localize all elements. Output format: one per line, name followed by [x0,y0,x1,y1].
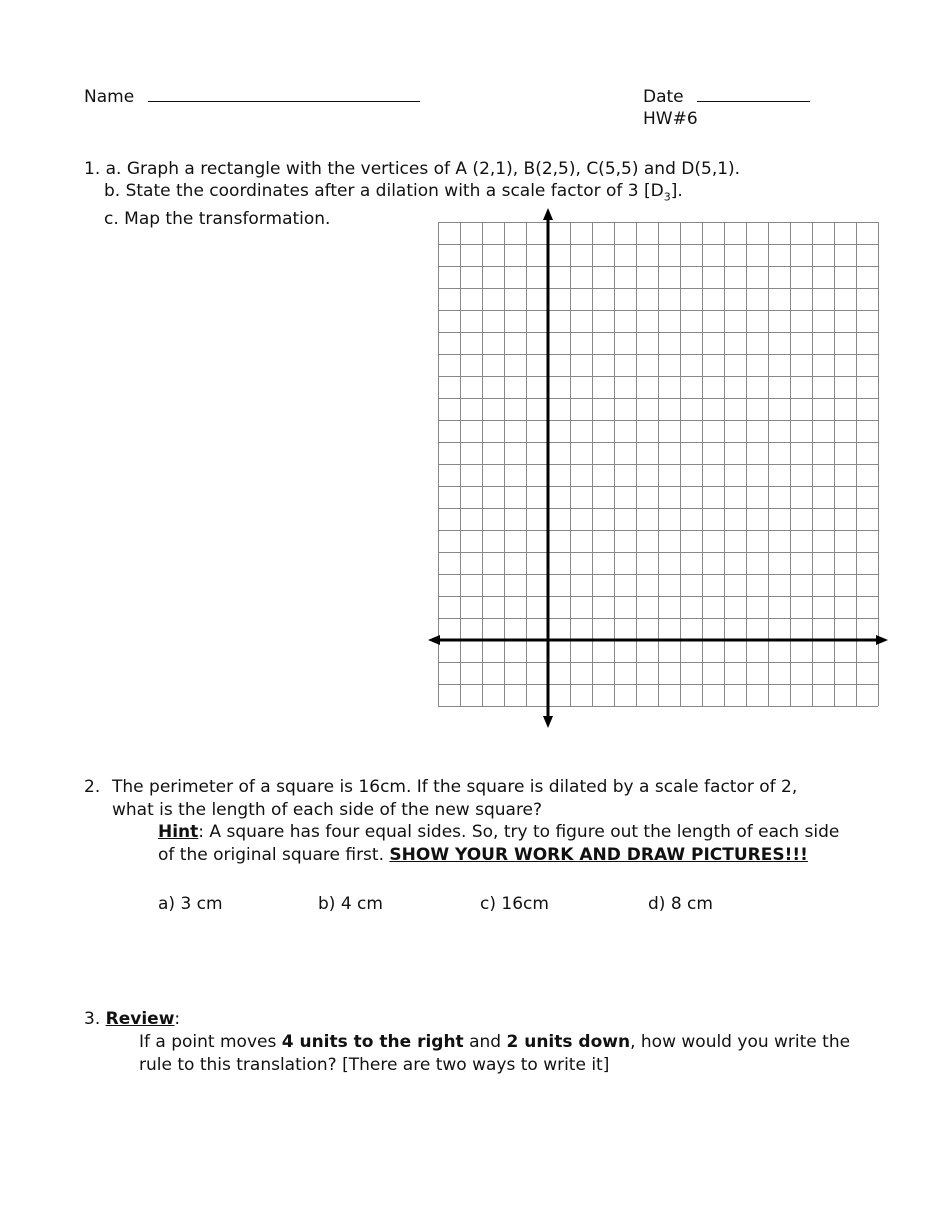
q2-number: 2. [84,777,101,797]
hint-label: Hint [158,822,199,842]
y-axis-arrow-down [543,716,553,728]
hint-emphasis: SHOW YOUR WORK AND DRAW PICTURES!!! [389,845,808,865]
grid-lines [438,222,879,707]
q2-line2: what is the length of each side of the new square? [112,800,543,820]
q1-part-b-text: b. State the coordinates after a dilation with a scale factor of 3 [D [104,181,664,201]
q3-bold-1: 4 units to the right [281,1032,464,1052]
choice-a[interactable]: a) 3 cm [158,894,223,914]
name-label: Name [84,87,135,107]
hw-label: HW#6 [643,109,698,129]
x-axis-arrow-left [428,635,440,645]
review-label: Review [105,1009,175,1029]
q3-bold-2: 2 units down [506,1032,631,1052]
q3-text-3: , how would you write the [630,1032,851,1052]
q1-subscript: 3 [663,190,671,204]
q2-hint-line1 [158,821,839,843]
date-label: Date [643,87,684,107]
q3-line1 [139,1031,850,1053]
q1-part-c: c. Map the transformation. [104,209,331,229]
choice-d[interactable]: d) 8 cm [648,894,713,914]
q3-text-1: If a point moves [139,1032,277,1052]
choice-c[interactable]: c) 16cm [480,894,549,914]
review-colon: : [174,1009,181,1029]
q3-header [84,1008,180,1030]
hint-text-2: of the original square first. [158,845,384,865]
q3-text-2: and [469,1032,502,1052]
q1-part-a: 1. a. Graph a rectangle with the vertices of A (2,1), B(2,5), C(5,5) and D(5,1). [84,159,741,179]
x-axis-arrow-right [876,635,888,645]
y-axis-arrow-up [543,208,553,220]
q3-number: 3. [84,1009,101,1029]
hint-text: : A square has four equal sides. So, try to figure out the length of each side [198,822,840,842]
q1-part-b-end: ]. [670,181,683,201]
q2-hint-line2 [158,844,808,866]
choice-b[interactable]: b) 4 cm [318,894,383,914]
q2-line1: The perimeter of a square is 16cm. If the square is dilated by a scale factor of 2, [112,777,798,797]
q3-line2: rule to this translation? [There are two ways to write it] [139,1055,610,1075]
